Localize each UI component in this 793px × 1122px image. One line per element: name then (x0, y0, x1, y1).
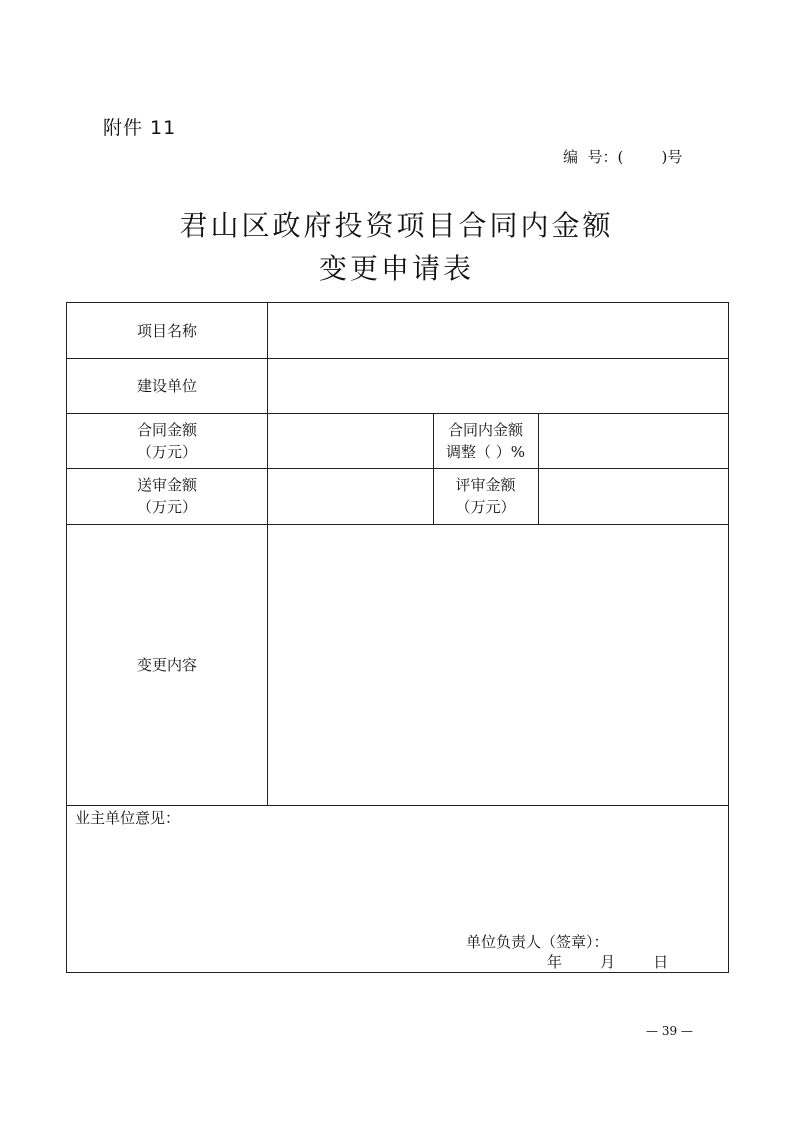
application-form (66, 302, 729, 973)
date-label: 年 月 日 (547, 953, 669, 971)
project-name-text: 项目名称 (136, 321, 197, 340)
change-content-label (67, 524, 267, 805)
signer-label: 单位负责人（签章）： (466, 933, 609, 951)
adjustment-text: 合同内金额 (447, 420, 523, 439)
contract-amount-label (67, 413, 267, 468)
page-number: — 39 — (646, 1024, 693, 1038)
change-content-text: 变更内容 (136, 655, 197, 674)
construction-unit-field[interactable] (268, 359, 728, 413)
submitted-amount-label (67, 468, 267, 524)
construction-unit-text: 建设单位 (136, 376, 197, 395)
contract-amount-text: 合同金额 (136, 420, 197, 439)
row-divider (67, 805, 728, 806)
project-name-label (67, 303, 267, 358)
reviewed-amount-text: 评审金额 (455, 476, 516, 494)
change-content-field[interactable] (268, 525, 728, 805)
owner-opinion-field[interactable] (67, 828, 728, 928)
contract-amount-unit: （万元） (136, 442, 197, 461)
submitted-amount-unit: （万元） (136, 498, 197, 516)
adjustment-field[interactable] (539, 414, 728, 468)
serial-number: 编 号：( )号 (563, 148, 683, 166)
attachment-label: 附件 11 (103, 117, 177, 139)
adjustment-label (433, 413, 538, 468)
submitted-amount-field[interactable] (268, 469, 433, 524)
owner-opinion-label: 业主单位意见： (75, 809, 181, 827)
project-name-field[interactable] (268, 303, 728, 358)
document-title-line-2: 变更申请表 (318, 252, 474, 285)
submitted-amount-text: 送审金额 (136, 476, 197, 494)
contract-amount-field[interactable] (268, 414, 433, 468)
adjustment-percent-text: 调整（ ）% (445, 442, 526, 461)
reviewed-amount-field[interactable] (539, 469, 728, 524)
document-title-line-1: 君山区政府投资项目合同内金额 (179, 209, 614, 242)
reviewed-amount-unit: （万元） (455, 498, 516, 516)
construction-unit-label (67, 358, 267, 413)
reviewed-amount-label (433, 468, 538, 524)
